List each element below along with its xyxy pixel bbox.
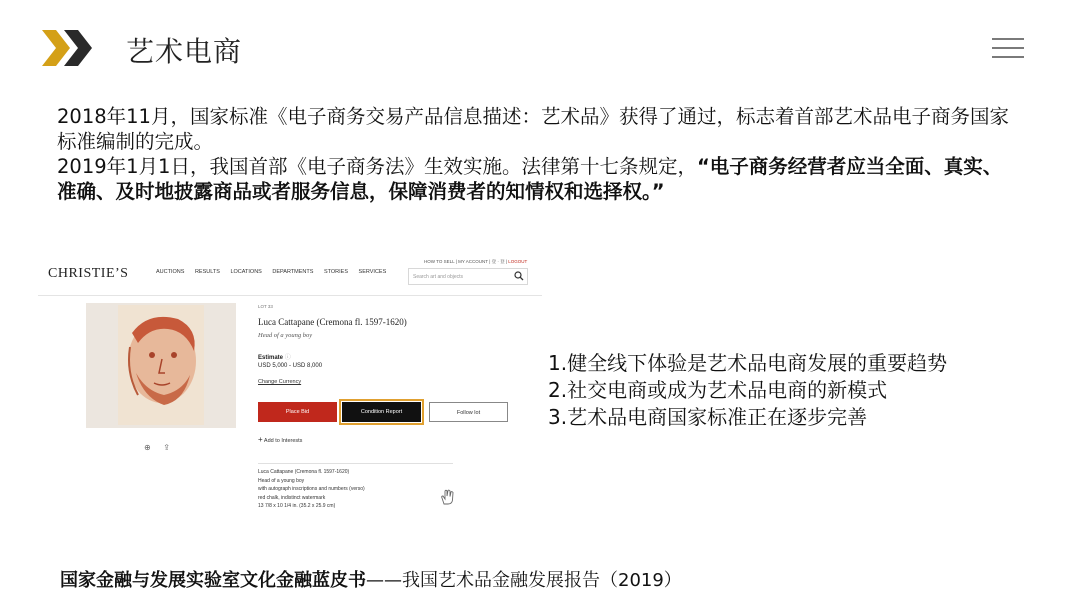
search-input[interactable] [408,268,528,285]
detail-line: with autograph inscriptions and numbers (verso) [258,486,365,492]
point-item: 3.艺术品电商国家标准正在逐步完善 [548,405,868,429]
artwork-image[interactable] [86,303,236,428]
add-to-interests-label: Add to Interests [263,438,303,444]
chevron-logo-icon [42,30,100,66]
my-account-link[interactable]: MY ACCOUNT [458,259,488,264]
site-header [38,255,542,296]
paragraph-line-2 [57,154,1017,204]
detail-line: 13 7/8 x 10 1/4 in. (35.2 x 25.9 cm) [258,503,336,509]
follow-lot-button[interactable]: Follow lot [429,402,508,422]
nav-stories[interactable]: STORIES [323,269,349,275]
source-bold: 国家金融与发展实验室文化金融蓝皮书 [60,570,366,591]
detail-line: Luca Cattapane (Cremona fl. 1597-1620) [258,469,350,475]
nav-departments[interactable]: DEPARTMENTS [272,269,314,275]
detail-line: Head of a young boy [258,477,305,484]
menu-icon[interactable] [992,38,1024,60]
artwork-tools [144,443,180,452]
add-to-interests-link[interactable] [258,435,302,444]
divider [258,463,453,464]
change-currency-link[interactable]: Change Currency [258,379,302,385]
place-bid-button[interactable]: Place Bid [258,402,337,422]
source-citation [60,566,682,592]
law-quote: “电子商务经营者应当全面、真实、准确、及时地披露商品或者服务信息，保障消费者的知情权和选择权。” [57,155,1003,203]
lot-details [258,468,365,511]
estimate-label-text: Estimate [258,355,284,361]
share-icon[interactable]: ⇪ [163,443,170,452]
artist-name: Luca Cattapane (Cremona fl. 1597-1620) [258,317,407,327]
nav-services[interactable]: SERVICES [358,269,387,275]
plus-icon: + [258,435,263,444]
search-placeholder: Search art and objects [413,274,464,280]
language-link[interactable]: 登 · 登 [491,259,505,264]
nav-results[interactable]: RESULTS [194,269,220,275]
lot-number: LOT 33 [258,304,273,309]
slide-title: 艺术电商 [126,35,243,68]
intro-paragraph [57,104,1017,204]
source-rest: ——我国艺术品金融发展报告（2019） [366,570,682,591]
point-item: 1.健全线下体验是艺术品电商发展的重要趋势 [548,351,948,375]
hand-cursor-icon [438,488,456,506]
logout-link[interactable]: LOGOUT [508,259,528,264]
detail-line: red chalk, indistinct watermark [258,494,326,501]
christies-logo[interactable]: CHRISTIE’S [48,266,129,281]
estimate-value: USD 5,000 - USD 8,000 [258,363,323,369]
info-icon[interactable]: ⓘ [284,355,291,361]
zoom-icon[interactable]: ⊕ [144,443,151,452]
search-icon[interactable] [514,271,524,281]
paragraph-line-2-prefix: 2019年1月1日，我国首部《电子商务法》生效实施。法律第十七条规定， [57,155,697,178]
site-nav [156,269,395,275]
artwork-title: Head of a young boy [258,332,313,339]
estimate-label [258,352,291,361]
christies-screenshot [38,255,542,550]
account-links: HOW TO SELL | MY ACCOUNT | 登 · 登 | LOGOUT [424,259,528,264]
nav-locations[interactable]: LOCATIONS [230,269,262,275]
how-to-sell-link[interactable]: HOW TO SELL [424,259,455,264]
key-points [548,350,947,431]
paragraph-line-1: 2018年11月，国家标准《电子商务交易产品信息描述：艺术品》获得了通过，标志着首部艺术品电子商务国家标准编制的完成。 [57,105,1009,153]
nav-auctions[interactable]: AUCTIONS [156,269,185,275]
point-item: 2.社交电商或成为艺术品电商的新模式 [548,378,888,402]
condition-report-button[interactable]: Condition Report [342,402,421,422]
